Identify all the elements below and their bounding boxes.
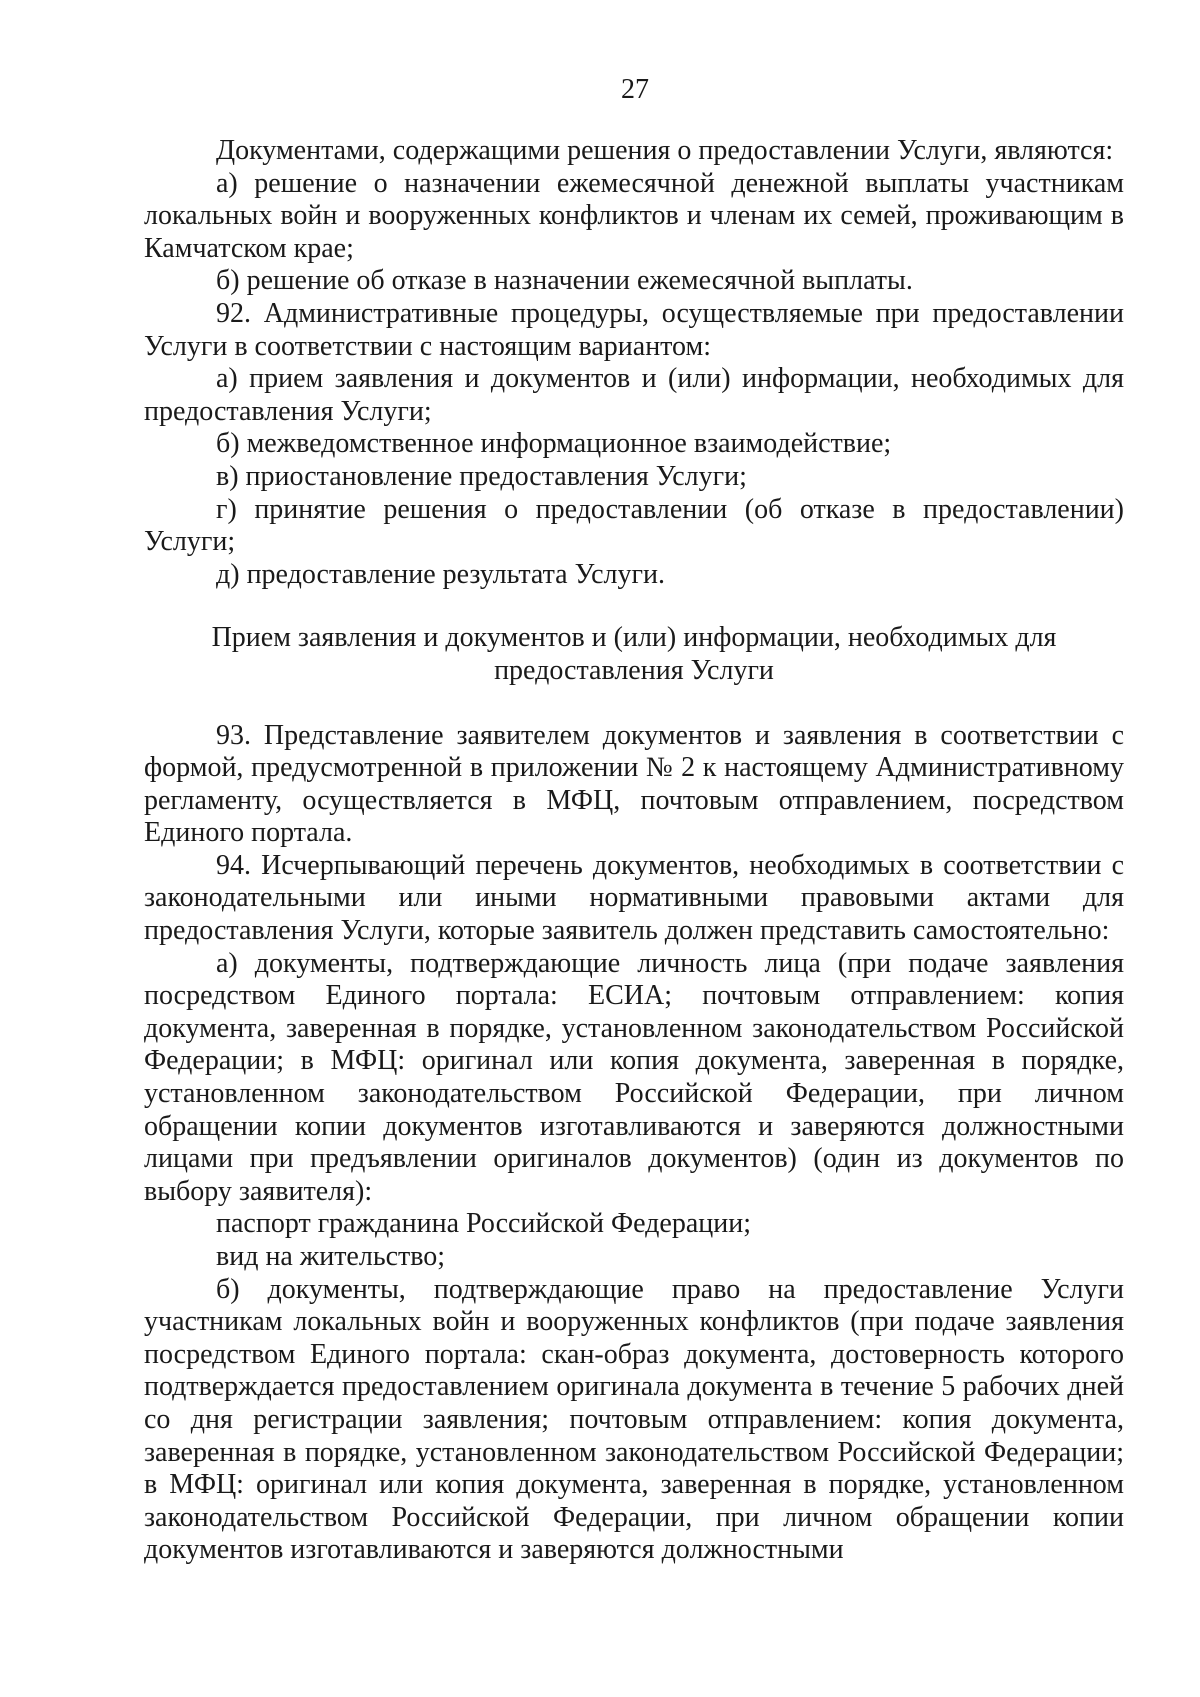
- paragraph-decision-b: б) решение об отказе в назначении ежемесячной выплаты.: [216, 265, 913, 297]
- page-number: 27: [621, 74, 649, 105]
- paragraph-92-d: д) предоставление результата Услуги.: [216, 558, 665, 590]
- paragraph-94: 94. Исчерпывающий перечень документов, необходимых в соответствии с законодательными или иными нормативными правовыми актами для предоставления Услуги, которые заявитель должен представить самостоятельно:: [144, 849, 1124, 947]
- paragraph-92-b: б) межведомственное информационное взаимодействие;: [216, 428, 892, 460]
- paragraph-92-g: г) принятие решения о предоставлении (об отказе в предоставлении) Услуги;: [144, 493, 1124, 558]
- paragraph-decision-a: а) решение о назначении ежемесячной денежной выплаты участникам локальных войн и вооруженных конфликтов и членам их семей, проживающим в Камчатском крае;: [144, 167, 1124, 264]
- paragraph-92-a: а) прием заявления и документов и (или) информации, необходимых для предоставления Услуги;: [144, 363, 1124, 427]
- paragraph-94-residence: вид на жительство;: [216, 1241, 446, 1272]
- paragraph-92-v: в) приостановление предоставления Услуги;: [216, 460, 747, 492]
- paragraph-94-passport: паспорт гражданина Российской Федерации;: [216, 1208, 752, 1240]
- document-body: [144, 135, 1124, 1567]
- paragraph-94-a: а) документы, подтверждающие личность лица (при подаче заявления посредством Единого портала: ЕСИА; почтовым отправлением: копия документа, заверенная в порядке, установленном законодательством Российской Федерации; в МФЦ: оригинал или копия документа, заверенная в порядке, установленном законодательством Российской Федерации, при личном обращении копии документов изготавливаются и заверяются должностными лицами при предъявлении оригиналов документов) (один из документов по выбору заявителя):: [144, 947, 1124, 1207]
- paragraph-decision-docs: Документами, содержащими решения о предоставлении Услуги, являются:: [216, 135, 1114, 166]
- paragraph-92: 92. Административные процедуры, осуществляемые при предоставлении Услуги в соответствии с настоящим вариантом:: [144, 297, 1124, 362]
- section-heading-line-1: Прием заявления и документов и (или) информации, необходимых для: [211, 622, 1057, 654]
- section-heading: [144, 622, 1124, 687]
- section-heading-line-2: предоставления Услуги: [494, 654, 774, 686]
- paragraph-94-b: б) документы, подтверждающие право на предоставление Услуги участникам локальных войн и вооруженных конфликтов (при подаче заявления посредством Единого портала: скан-образ документа, достоверность которого подтверждается предоставлением оригинала документа в течение 5 рабочих дней со дня регистрации заявления; почтовым отправлением: копия документа, заверенная в порядке, установленном законодательством Российской Федерации; в МФЦ: оригинал или копия документа, заверенная в порядке, установленном законодательством Российской Федерации, при личном обращении копии документов изготавливаются и заверяются должностными: [144, 1273, 1124, 1566]
- paragraph-93: 93. Представление заявителем документов и заявления в соответствии с формой, предусмотренной в приложении № 2 к настоящему Административному регламенту, осуществляется в МФЦ, почтовым отправлением, посредством Единого портала.: [144, 719, 1124, 849]
